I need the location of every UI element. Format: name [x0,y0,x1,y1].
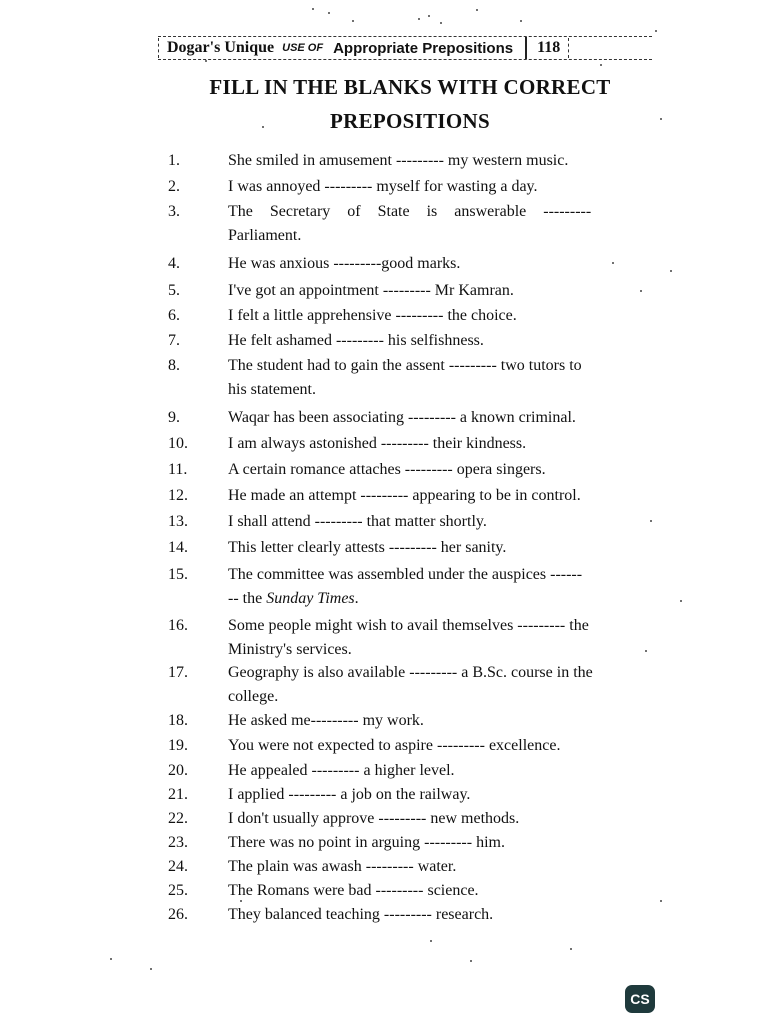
item-sentence: Some people might wish to avail themselves --------- the [228,617,589,634]
scan-speck [328,12,330,14]
newspaper-name: Sunday Times [266,590,355,607]
item-sentence: Waqar has been associating --------- a known criminal. [228,409,576,426]
item-sentence-continuation: Ministry's services. [228,641,352,658]
item-number: 20. [168,762,188,779]
scan-speck [640,290,642,292]
book-title: Dogar's Unique [167,39,275,56]
item-sentence: He made an attempt --------- appearing to be in control. [228,487,581,504]
item-sentence: He appealed --------- a higher level. [228,762,455,779]
item-number: 19. [168,737,188,754]
header-left-border [158,38,159,58]
item-sentence: Geography is also available --------- a B.Sc. course in the [228,664,593,681]
item-sentence: I am always astonished --------- their kindness. [228,435,527,452]
item-number: 15. [168,566,188,583]
scan-speck [660,118,662,120]
scan-speck [670,270,672,272]
item-sentence: The Secretary of State is answerable --------- [228,203,592,220]
item-number: 17. [168,664,188,681]
item-number: 4. [168,255,180,272]
header-divider [525,37,527,59]
header-right-border [568,38,569,58]
scan-speck [240,900,242,902]
item-sentence: I applied --------- a job on the railway. [228,786,471,803]
item-number: 6. [168,307,180,324]
item-number: 24. [168,858,188,875]
item-sentence-continuation: his statement. [228,381,316,398]
item-number: 8. [168,357,180,374]
item-number: 9. [168,409,180,426]
item-number: 14. [168,539,188,556]
camscanner-logo: CS [625,985,655,1013]
scan-speck [312,8,314,10]
item-sentence: I don't usually approve --------- new methods. [228,810,520,827]
item-number: 7. [168,332,180,349]
scan-speck [428,15,430,17]
item-sentence: The plain was awash --------- water. [228,858,457,875]
scan-speck [570,948,572,950]
item-sentence: The committee was assembled under the auspices ------ [228,566,583,583]
item-sentence: There was no point in arguing --------- him. [228,834,505,851]
item-number: 26. [168,906,188,923]
scan-speck [430,940,432,942]
page-number: 118 [537,39,561,56]
scan-speck [476,9,478,11]
item-sentence: She smiled in amusement --------- my western music. [228,152,569,169]
item-number: 11. [168,461,188,478]
item-sentence: I was annoyed --------- myself for wasting a day. [228,178,538,195]
scan-speck [470,960,472,962]
item-number: 13. [168,513,188,530]
scan-speck [600,64,602,66]
item-sentence: This letter clearly attests --------- her sanity. [228,539,507,556]
item-sentence: He was anxious ---------good marks. [228,255,461,272]
item-number: 2. [168,178,180,195]
item-sentence-continuation: college. [228,688,279,705]
item-sentence: I felt a little apprehensive --------- the choice. [228,307,517,324]
item-sentence: The Romans were bad --------- science. [228,882,479,899]
scan-speck [680,600,682,602]
scan-speck [418,18,420,20]
scan-speck [352,20,354,22]
exercise-title-line-1: FILL IN THE BLANKS WITH CORRECT [209,75,611,99]
scan-speck [655,30,657,32]
scan-speck [650,520,652,522]
continuation-suffix: . [354,590,359,607]
item-sentence: The student had to gain the assent --------- two tutors to [228,357,582,374]
item-number: 1. [168,152,180,169]
item-number: 22. [168,810,188,827]
item-number: 25. [168,882,188,899]
scan-speck [660,900,662,902]
item-sentence: You were not expected to aspire --------- excellence. [228,737,561,754]
item-sentence: He felt ashamed --------- his selfishness. [228,332,484,349]
item-number: 10. [168,435,188,452]
item-sentence: They balanced teaching --------- research. [228,906,494,923]
item-number: 16. [168,617,188,634]
use-of-label: USE OF [282,42,324,54]
item-sentence: I shall attend --------- that matter shortly. [228,513,487,530]
item-number: 5. [168,282,180,299]
scan-speck [110,958,112,960]
item-sentence: He asked me--------- my work. [228,712,424,729]
scan-speck [150,968,152,970]
item-number: 23. [168,834,188,851]
continuation-prefix: -- the [228,590,267,607]
exercise-title-line-2: PREPOSITIONS [330,109,490,133]
item-sentence-continuation: Parliament. [228,227,302,244]
scan-speck [205,60,207,62]
scan-speck [645,650,647,652]
item-sentence-continuation [228,590,670,608]
item-sentence: I've got an appointment --------- Mr Kamran. [228,282,514,299]
chapter-topic: Appropriate Prepositions [333,39,514,57]
running-header [158,36,652,60]
item-number: 21. [168,786,188,803]
scan-speck [440,22,442,24]
scan-speck [262,126,264,128]
item-number: 12. [168,487,188,504]
item-sentence: A certain romance attaches --------- opera singers. [228,461,546,478]
item-number: 18. [168,712,188,729]
scan-speck [520,20,522,22]
item-number: 3. [168,203,180,220]
scan-speck [612,262,614,264]
